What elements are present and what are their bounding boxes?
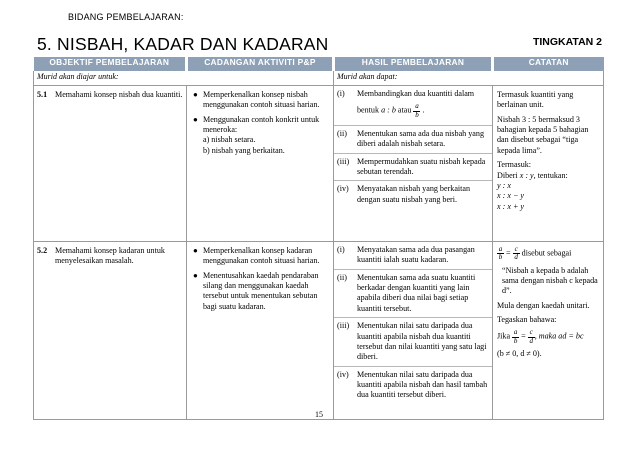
column-header-objective: OBJEKTIF PEMBELAJARAN: [34, 57, 187, 71]
form-level: TINGKATAN 2: [532, 36, 602, 48]
notes: [493, 242, 603, 360]
bullet-icon: ●: [193, 90, 198, 99]
table-row: [34, 86, 604, 242]
outcome-item: [334, 242, 492, 270]
note-text: Mula dengan kaedah unitari.: [497, 300, 590, 310]
note-text: Jika: [497, 332, 513, 342]
activity-subitem: b) nisbah yang berkaitan.: [203, 145, 285, 155]
ratio-notation: x : x + y: [497, 201, 525, 211]
outcome-number: (i): [337, 245, 345, 254]
activity-subitem: a) nisbah setara.: [203, 135, 256, 145]
note-text: , tentukan:: [533, 170, 568, 180]
objective-number: 5.1: [37, 90, 48, 99]
outcome-number: (i): [337, 89, 345, 98]
note-text: Termasuk:: [497, 160, 532, 170]
outcome-text: Menentukan sama ada dua nisbah yang diberi adalah nisbah setara.: [357, 129, 484, 149]
objective-number: 5.2: [37, 246, 48, 255]
outcome-text: Menentukan sama ada suatu kuantiti berkadar dengan kuantiti yang lain apabila diberi dua nilai bagi setiap kuantiti tersebut.: [357, 272, 476, 313]
fraction: $\frac{a}{b}$: [415, 102, 419, 119]
fraction: $\frac{a}{b}$: [498, 245, 503, 262]
outcome-number: (ii): [337, 129, 347, 139]
activity-item: [187, 111, 333, 156]
outcome-item: [334, 126, 492, 154]
fraction: $\frac{c}{d}$: [529, 328, 533, 345]
outcome-number: (iii): [337, 156, 350, 166]
equals-sign: =: [521, 332, 526, 342]
note-text: , maka ad = bc: [534, 332, 584, 342]
note-text: Nisbah 3 : 5 bermaksud 3 bahagian kepada 5 bahagian dan disebut sebagai “tiga kepada lima”.: [497, 114, 589, 155]
activity-text: Menentusahkan kaedah pendaraban silang dan menggunakan kaedah tersebut untuk menentukan sebutan bagi suatu kadaran.: [203, 270, 319, 311]
activity-text: Memperkenalkan konsep kadaran menggunakan contoh situasi harian.: [203, 246, 320, 266]
outcome-number: (iv): [337, 369, 349, 379]
outcome-item: [334, 318, 492, 366]
syllabus-table: [33, 57, 604, 420]
outcome-number: (iv): [337, 184, 349, 194]
activity-text: Menggunakan contoh konkrit untuk meneroka:: [203, 114, 320, 135]
outcome-number: (ii): [337, 272, 347, 282]
ratio-notation: y : x: [497, 180, 511, 190]
activity-item: [187, 242, 333, 267]
page-title: 5. NISBAH, KADAR DAN KADARAN: [37, 34, 329, 54]
objective-text: Memahami konsep kadaran untuk menyelesaikan masalah.: [55, 246, 165, 266]
subheader-taught: Murid akan diajar untuk:: [34, 71, 334, 86]
note-text: “Nisbah a kepada b adalah sama dengan nisbah c kepada d”.: [502, 265, 598, 296]
outcome-text: Mempermudahkan suatu nisbah kepada sebutan terendah.: [357, 156, 486, 177]
note-text: disebut sebagai: [521, 248, 572, 258]
outcome-text: Menyatakan sama ada dua pasangan kuantiti ialah suatu kadaran.: [357, 245, 475, 265]
column-header-outcomes: HASIL PEMBELAJARAN: [334, 57, 493, 71]
outcome-number: (iii): [337, 321, 350, 331]
fraction: $\frac{c}{d}$: [514, 245, 518, 262]
outcome-text: atau: [395, 106, 414, 116]
activity-text: Memperkenalkan konsep nisbah menggunakan contoh situasi harian.: [203, 90, 320, 110]
outcome-text: Membandingkan dua kuantiti dalam: [357, 89, 475, 98]
bullet-icon: ●: [193, 270, 198, 280]
fraction: $\frac{a}{b}$: [513, 328, 518, 345]
objective: [34, 242, 186, 267]
note-text: Termasuk kuantiti yang berlainan unit.: [497, 90, 574, 110]
outcome-item: [334, 154, 492, 182]
note-text: Diberi: [497, 170, 520, 180]
activity-item: [187, 86, 333, 111]
note-text: Tegaskan bahawa:: [497, 315, 557, 325]
equals-sign: =: [506, 248, 511, 258]
ratio-notation: x : y: [519, 170, 534, 180]
outcome-text: .: [420, 106, 425, 116]
outcome-item: [334, 86, 492, 126]
bullet-icon: ●: [193, 246, 198, 255]
outcome-item: [334, 270, 492, 318]
bullet-icon: ●: [193, 114, 198, 124]
outcome-item: [334, 367, 492, 404]
ratio-notation: a : b: [381, 106, 396, 116]
notes: [493, 86, 603, 212]
outcome-text: bentuk: [357, 106, 382, 116]
subheader-able: Murid akan dapat:: [334, 71, 604, 86]
activity-item: [187, 267, 333, 312]
column-header-notes: CATATAN: [493, 57, 604, 71]
outcome-text: Menentukan nilai satu daripada dua kuantiti apabila nisbah dua kuantiti tersebut dan nilai kuantiti yang satu lagi diberi.: [357, 321, 487, 362]
outcome-text: Menentukan nilai satu daripada dua kuantiti apabila nisbah dan hasil tambah dua kuantiti tersebut diberi.: [357, 369, 488, 400]
outcome-text: Menyatakan nisbah yang berkaitan dengan suatu nisbah yang beri.: [357, 184, 471, 204]
ratio-notation: x : x − y: [497, 191, 525, 201]
objective: [34, 86, 186, 100]
outcome-item: [334, 181, 492, 208]
column-header-activities: CADANGAN AKTIVITI P&P: [187, 57, 334, 71]
page-number: 15: [315, 410, 323, 419]
section-label: BIDANG PEMBELAJARAN:: [68, 12, 184, 22]
table-row: [34, 242, 604, 420]
objective-text: Memahami konsep nisbah dua kuantiti.: [55, 90, 183, 99]
note-text: (b ≠ 0, d ≠ 0).: [497, 349, 542, 359]
